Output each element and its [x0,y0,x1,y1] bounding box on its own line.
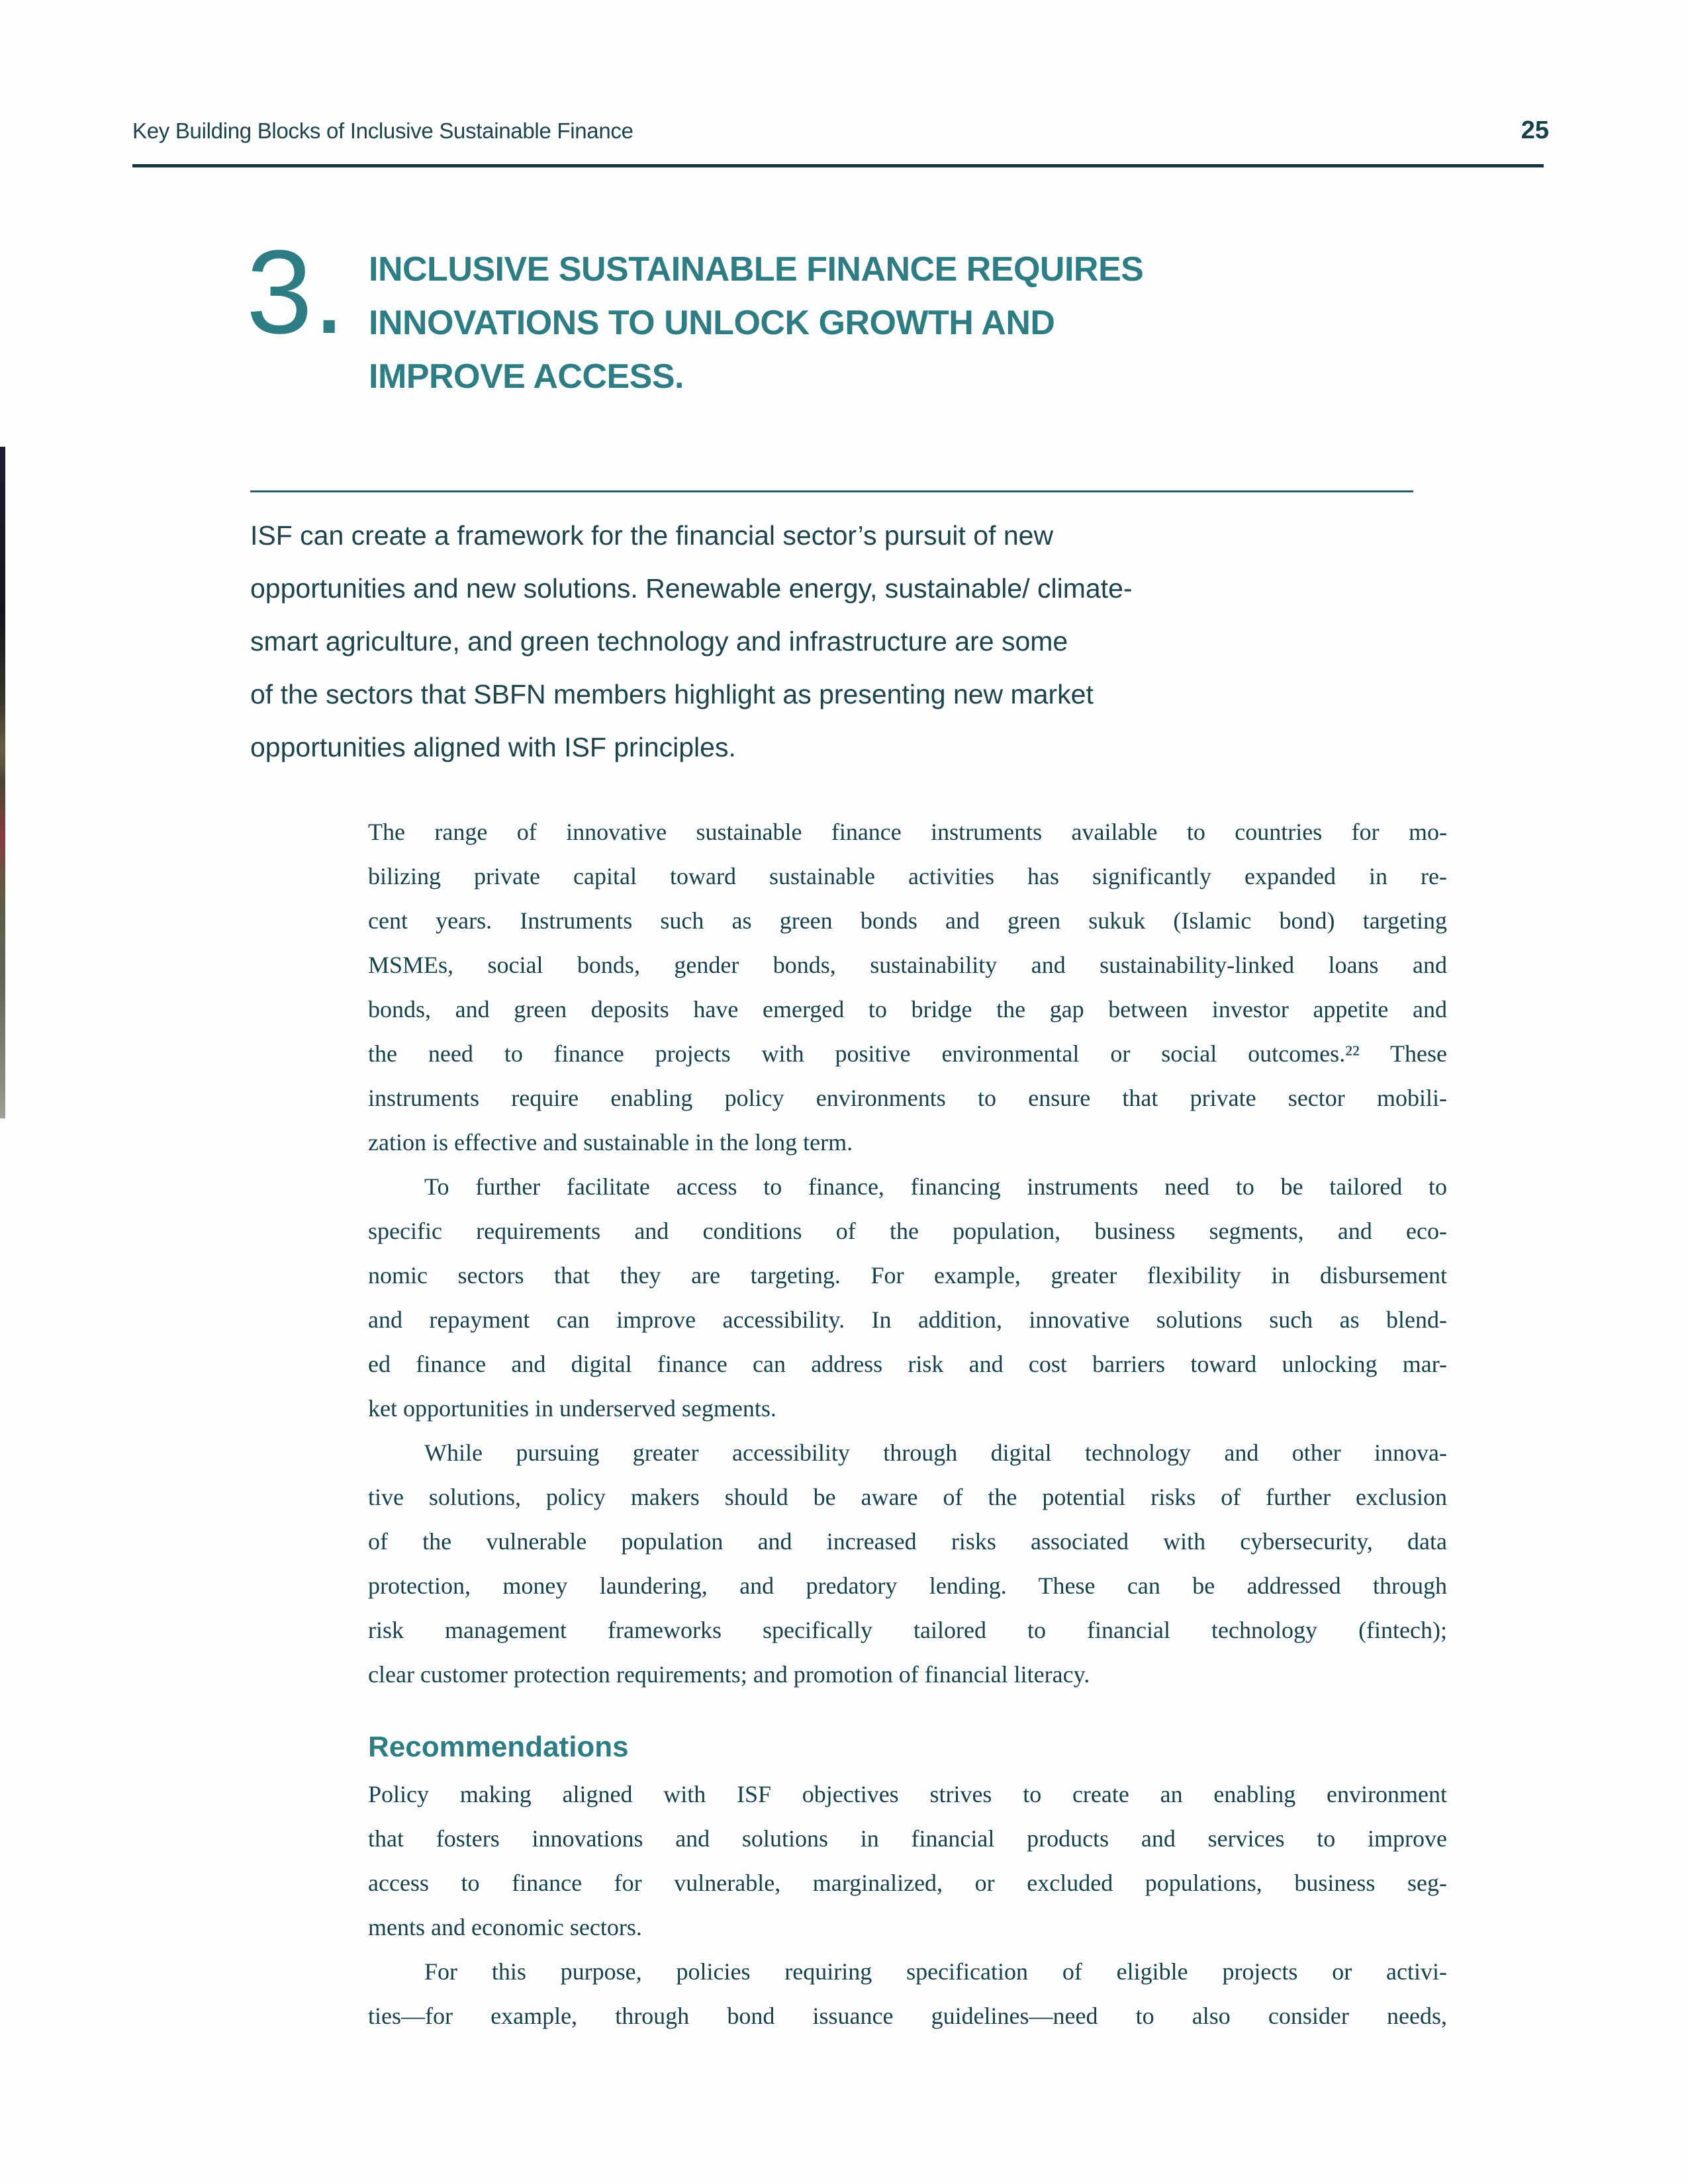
paragraph [368,810,1447,1165]
text-line: ties—for example, through bond issuance guidelines—need to also consider needs, [368,2003,1447,2029]
section-number: 3. [246,226,346,359]
text-line: ments and economic sectors. [368,1914,642,1940]
text-line: protection, money laundering, and predatory lending. These can be addressed through [368,1572,1447,1599]
text-line: cent years. Instruments such as green bonds and green sukuk (Islamic bond) targeting [368,907,1447,934]
text-line: instruments require enabling policy environments to ensure that private sector mobili- [368,1085,1447,1111]
recommendations-heading: Recommendations [368,1731,629,1763]
text-line: zation is effective and sustainable in the long term. [368,1129,853,1156]
paragraph [368,1431,1447,1697]
text-line: ed finance and digital finance can address risk and cost barriers toward unlocking mar- [368,1351,1447,1377]
text-line: specific requirements and conditions of the population, business segments, and eco- [368,1218,1447,1244]
running-header [132,116,1549,145]
text-line: access to finance for vulnerable, marginalized, or excluded populations, business seg- [368,1870,1447,1896]
paragraph [368,1772,1447,1950]
page-number: 25 [1521,116,1549,144]
recommendations-paragraphs [368,1772,1447,2038]
text-line: and repayment can improve accessibility. In addition, innovative solutions such as blend- [368,1306,1447,1333]
text-line: clear customer protection requirements; and promotion of financial literacy. [368,1661,1090,1688]
running-header-title: Key Building Blocks of Inclusive Sustainable Finance [132,118,633,143]
text-line: To further facilitate access to finance, financing instruments need to be tailored to [424,1173,1447,1200]
text-line: smart agriculture, and green technology and infrastructure are some [250,626,1068,657]
text-line: tive solutions, policy makers should be aware of the potential risks of further exclusion [368,1484,1447,1510]
text-line: IMPROVE ACCESS. [369,357,684,396]
section-heading [369,243,1329,404]
text-line: bilizing private capital toward sustainable activities has significantly expanded in re- [368,863,1447,889]
text-line: bonds, and green deposits have emerged to bridge the gap between investor appetite and [368,996,1447,1023]
text-line: The range of innovative sustainable finance instruments available to countries for mo- [368,819,1447,845]
text-line: INCLUSIVE SUSTAINABLE FINANCE REQUIRES [369,250,1144,289]
text-line: While pursuing greater accessibility through digital technology and other innova- [424,1439,1447,1466]
text-line: Policy making aligned with ISF objectives strives to create an enabling environment [368,1781,1447,1807]
paragraph [368,1950,1447,2038]
text-line: that fosters innovations and solutions in financial products and services to improve [368,1825,1447,1852]
body-paragraphs [368,810,1447,1697]
scan-edge-artifact [0,447,5,1118]
intro-paragraph [250,509,1422,774]
paragraph [368,1165,1447,1431]
text-line: the need to finance projects with positive environmental or social outcomes.²² These [368,1040,1447,1067]
text-line: MSMEs, social bonds, gender bonds, sustainability and sustainability-linked loans and [368,952,1447,978]
header-rule [132,164,1544,167]
text-line: risk management frameworks specifically tailored to financial technology (fintech); [368,1617,1447,1643]
text-line: For this purpose, policies requiring specification of eligible projects or activi- [424,1958,1447,1985]
text-line: of the vulnerable population and increased risks associated with cybersecurity, data [368,1528,1447,1555]
text-line: INNOVATIONS TO UNLOCK GROWTH AND [369,304,1055,342]
text-line: opportunities aligned with ISF principles. [250,732,736,762]
text-line: ISF can create a framework for the financial sector’s pursuit of new [250,520,1054,551]
text-line: of the sectors that SBFN members highlight as presenting new market [250,679,1094,709]
body-column [368,810,1447,2038]
intro-rule [250,490,1413,492]
text-line: ket opportunities in underserved segments. [368,1395,776,1422]
text-line: nomic sectors that they are targeting. For example, greater flexibility in disbursement [368,1262,1447,1289]
text-line: opportunities and new solutions. Renewable energy, sustainable/ climate- [250,573,1133,604]
